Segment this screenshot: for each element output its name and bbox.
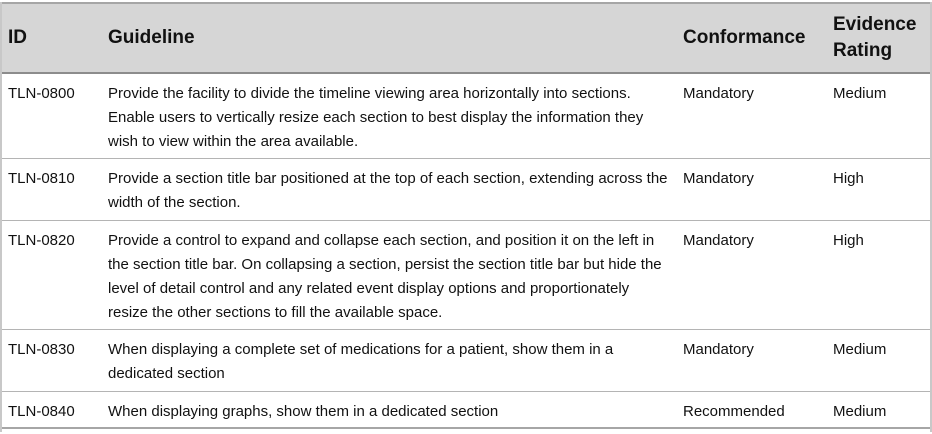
cell-guideline: Provide a section title bar positioned at the top of each section, extending across the width of the section. [101,158,677,220]
table-row [2,73,930,158]
header-row [2,3,930,73]
table-header [2,3,930,73]
cell-conformance: Mandatory [677,158,824,220]
cell-conformance: Recommended [677,391,824,428]
cell-id: TLN-0800 [2,73,101,158]
header-conformance: Conformance [677,3,824,73]
cell-evidence-rating: Medium [824,329,930,391]
header-evidence-rating-line1: Evidence [833,14,917,35]
cell-guideline: When displaying a complete set of medications for a patient, show them in a dedicated section [101,329,677,391]
cell-guideline: Provide a control to expand and collapse each section, and position it on the left in the section title bar. On collapsing a section, persist the section title bar but hide the level of detail control and any related event display options and proportionately resize the other sections to fill the available space. [101,220,677,329]
cell-id: TLN-0830 [2,329,101,391]
cell-conformance: Mandatory [677,73,824,158]
cell-id: TLN-0810 [2,158,101,220]
header-evidence-rating [824,3,930,73]
header-evidence-rating-line2: Rating [833,40,893,61]
table-row [2,220,930,329]
cell-conformance: Mandatory [677,329,824,391]
cell-evidence-rating: Medium [824,391,930,428]
cell-evidence-rating: High [824,220,930,329]
guidelines-table [2,2,930,429]
cell-guideline: Provide the facility to divide the timeline viewing area horizontally into sections. Enable users to vertically resize each section to best display the information they wish to view within the area available. [101,73,677,158]
table-row [2,329,930,391]
table-row [2,158,930,220]
table-row [2,391,930,428]
cell-conformance: Mandatory [677,220,824,329]
cell-evidence-rating: Medium [824,73,930,158]
header-id: ID [2,3,101,73]
cell-id: TLN-0820 [2,220,101,329]
cell-guideline: When displaying graphs, show them in a dedicated section [101,391,677,428]
header-guideline: Guideline [101,3,677,73]
cell-id: TLN-0840 [2,391,101,428]
table-body [2,73,930,428]
cell-evidence-rating: High [824,158,930,220]
